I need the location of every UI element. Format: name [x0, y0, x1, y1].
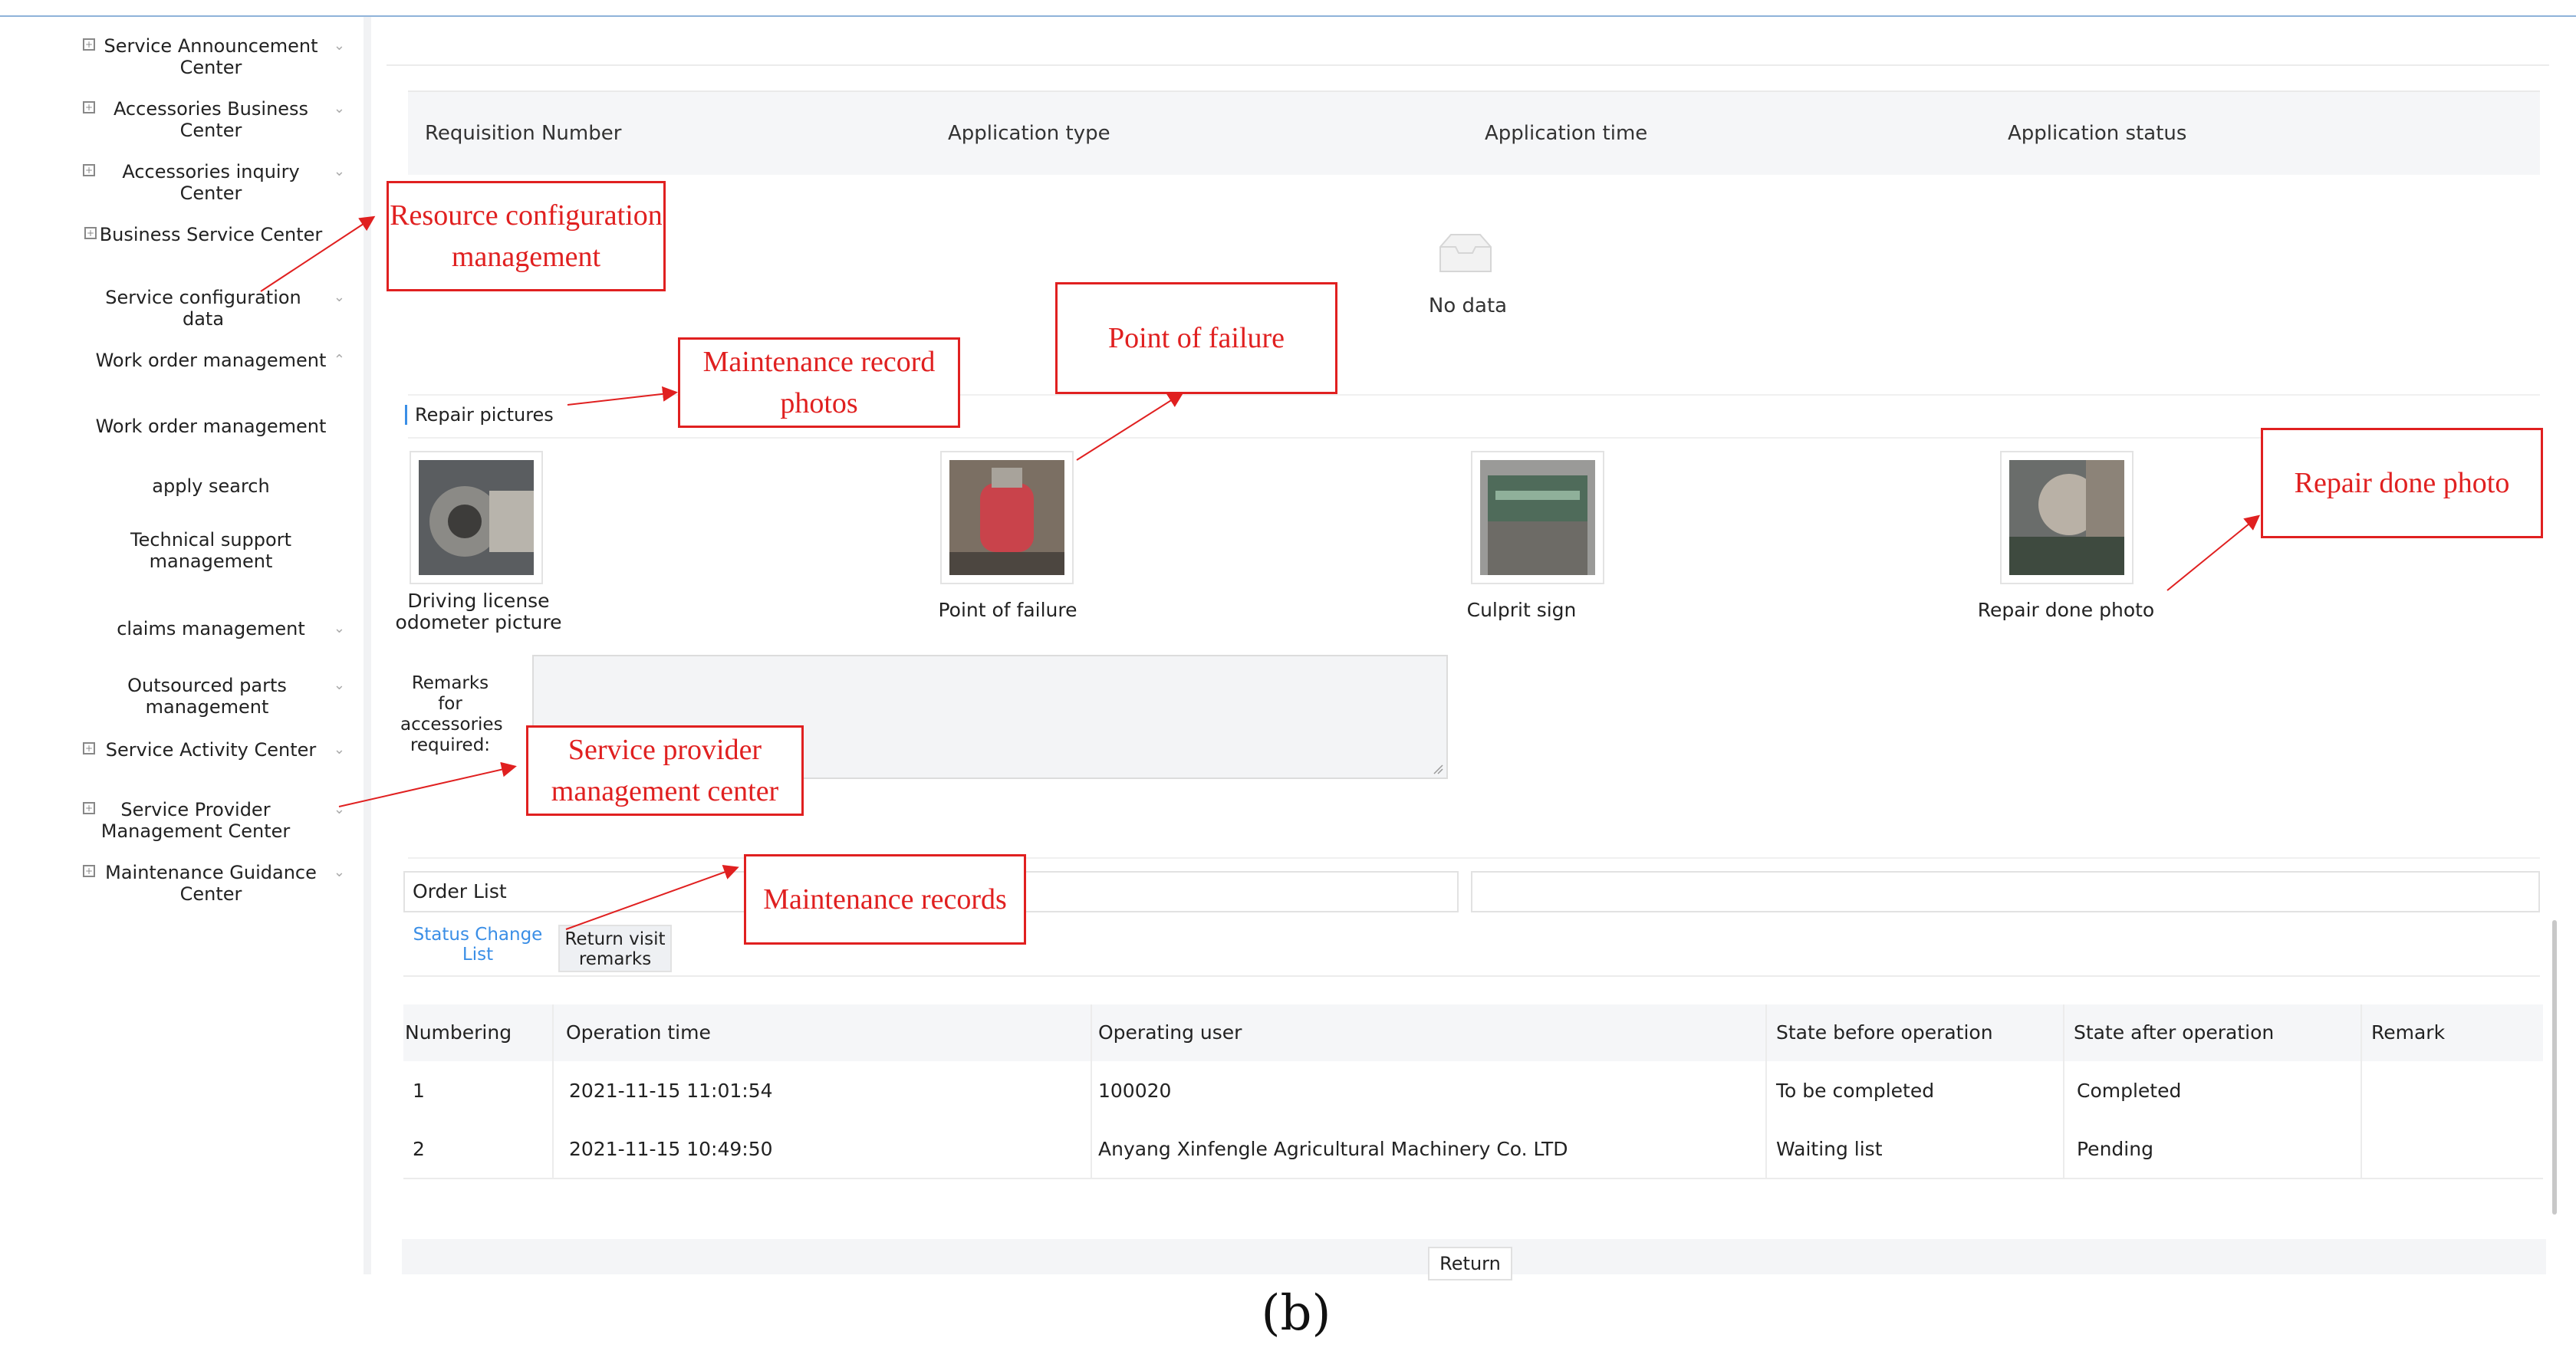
- figure-label: (b): [1261, 1285, 1331, 1342]
- remarks-label: Remarks for accessories required:: [400, 673, 503, 755]
- caption-repair-done: Repair done photo: [1977, 599, 2155, 621]
- requisition-table-header: [408, 90, 2540, 175]
- col-application-time: Application time: [1485, 122, 1648, 145]
- divider: [408, 437, 2540, 439]
- chevron-down-icon: ⌄: [333, 741, 345, 758]
- col-application-status: Application status: [2008, 122, 2187, 145]
- sidebar-item-service-announcement[interactable]: + Service Announcement Center ⌄: [69, 35, 353, 78]
- repair-done-photo: [2009, 460, 2124, 575]
- chevron-down-icon: ⌄: [333, 289, 345, 305]
- top-toolbar: [387, 17, 2549, 66]
- photo-culprit-sign[interactable]: [1471, 451, 1604, 584]
- sidebar-item-maintenance-guidance[interactable]: + Maintenance Guidance Center ⌄: [69, 862, 353, 905]
- column-divider: [2361, 1004, 2362, 1178]
- column-divider: [1091, 1004, 1092, 1178]
- divider: [408, 857, 2540, 859]
- sidebar-item-accessories-inquiry[interactable]: + Accessories inquiry Center ⌄: [69, 161, 353, 204]
- column-divider: [2063, 1004, 2064, 1178]
- sidebar-item-service-provider[interactable]: + Service Provider Management Center ⌄: [69, 799, 353, 842]
- square-icon: +: [83, 38, 95, 51]
- photo-repair-done[interactable]: [2000, 451, 2134, 584]
- col-state-before: State before operation: [1776, 1021, 1993, 1044]
- photo-point-of-failure[interactable]: [940, 451, 1074, 584]
- table-row: 1 2021-11-15 11:01:54 100020 To be completed Completed: [403, 1061, 2543, 1121]
- tab-status-change-list[interactable]: Status Change List: [413, 925, 543, 965]
- chevron-down-icon: ⌄: [333, 677, 345, 693]
- col-remark: Remark: [2371, 1021, 2446, 1044]
- order-list-secondary-field[interactable]: [1471, 871, 2540, 912]
- sidebar-item-technical-support[interactable]: Technical support management: [130, 529, 291, 572]
- sidebar-item-service-configuration[interactable]: Service configuration data ⌄: [105, 287, 345, 330]
- square-icon: +: [83, 742, 95, 754]
- annotation-maintenance-records: Maintenance records: [744, 854, 1026, 945]
- sidebar-item-outsourced-parts[interactable]: Outsourced parts management ⌄: [127, 675, 345, 718]
- column-divider: [1765, 1004, 1767, 1178]
- chevron-down-icon: ⌄: [333, 620, 345, 636]
- return-button[interactable]: Return: [1428, 1247, 1512, 1280]
- col-requisition-number: Requisition Number: [425, 122, 622, 145]
- square-icon: +: [83, 865, 95, 877]
- annotation-point-of-failure: Point of failure: [1055, 282, 1337, 394]
- sidebar-item-claims[interactable]: claims management ⌄: [117, 618, 345, 639]
- annotation-service-provider: Service provider management center: [526, 725, 804, 816]
- odometer-photo: [419, 460, 534, 575]
- failure-photo: [949, 460, 1064, 575]
- order-list-field[interactable]: Order List: [403, 871, 1459, 912]
- main-content: [379, 17, 2572, 1274]
- empty-state-text: No data: [1428, 294, 1508, 317]
- tab-divider: [403, 975, 2540, 977]
- sidebar-item-apply-search[interactable]: apply search: [152, 475, 270, 497]
- repair-pictures-title: Repair pictures: [405, 405, 554, 425]
- caption-point-of-failure: Point of failure: [938, 599, 1077, 621]
- chevron-down-icon: ⌄: [333, 100, 345, 117]
- col-operating-user: Operating user: [1098, 1021, 1242, 1044]
- column-divider: [552, 1004, 554, 1178]
- col-numbering: Numbering: [405, 1021, 512, 1044]
- sidebar-item-business-service[interactable]: + Business Service Center: [69, 224, 353, 245]
- square-icon: +: [83, 802, 95, 814]
- square-icon: +: [84, 227, 97, 239]
- status-table-header: [403, 1004, 2543, 1063]
- square-icon: +: [83, 164, 95, 176]
- caption-odometer: Driving license odometer picture: [395, 590, 562, 633]
- chevron-down-icon: ⌄: [333, 38, 345, 54]
- col-state-after: State after operation: [2074, 1021, 2275, 1044]
- annotation-resource-config: Resource configuration management: [387, 181, 666, 291]
- col-application-type: Application type: [948, 122, 1110, 145]
- culprit-photo: [1480, 460, 1595, 575]
- sidebar: [0, 17, 371, 1274]
- caption-culprit-sign: Culprit sign: [1466, 599, 1577, 621]
- sidebar-item-work-order-group[interactable]: Work order management ⌃: [95, 350, 345, 371]
- resize-handle-icon[interactable]: [1431, 762, 1443, 774]
- chevron-up-icon: ⌃: [333, 352, 345, 368]
- tab-return-visit-remarks[interactable]: Return visit remarks: [558, 925, 672, 972]
- chevron-down-icon: ⌄: [333, 801, 345, 817]
- chevron-down-icon: ⌄: [333, 864, 345, 880]
- scrollbar[interactable]: [2552, 920, 2557, 1215]
- sidebar-item-work-order-management[interactable]: Work order management: [95, 416, 327, 437]
- annotation-repair-done: Repair done photo: [2261, 428, 2543, 538]
- col-operation-time: Operation time: [566, 1021, 711, 1044]
- sidebar-item-service-activity[interactable]: + Service Activity Center ⌄: [69, 739, 353, 761]
- sidebar-item-accessories-business[interactable]: + Accessories Business Center ⌄: [69, 98, 353, 141]
- chevron-down-icon: ⌄: [333, 163, 345, 179]
- annotation-maintenance-photos: Maintenance record photos: [678, 337, 960, 428]
- empty-box-icon: [1436, 230, 1495, 275]
- photo-odometer[interactable]: [410, 451, 543, 584]
- table-row: 2 2021-11-15 10:49:50 Anyang Xinfengle Agricultural Machinery Co. LTD Waiting list Pending: [403, 1119, 2543, 1179]
- square-icon: +: [83, 101, 95, 113]
